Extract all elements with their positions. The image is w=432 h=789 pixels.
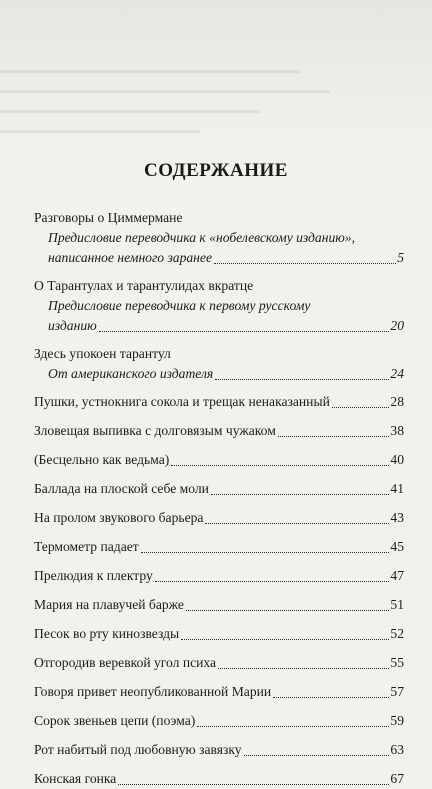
toc-page-number: 59 xyxy=(390,713,404,728)
toc-entry-title: (Бесцельно как ведьма) xyxy=(34,452,170,467)
dot-leader xyxy=(181,638,389,640)
toc-page-number: 57 xyxy=(390,684,404,699)
toc-entry-subtitle: изданию xyxy=(48,318,97,333)
toc-entry[interactable] xyxy=(34,711,404,731)
toc-page-number: 41 xyxy=(390,481,404,496)
toc-page-number: 67 xyxy=(390,771,404,786)
dot-leader xyxy=(141,551,390,553)
toc-page-number: 20 xyxy=(390,318,404,333)
dot-leader xyxy=(211,493,389,495)
dot-leader xyxy=(197,725,389,727)
toc-entry[interactable] xyxy=(34,653,404,673)
bleed-through-line xyxy=(0,90,330,93)
toc-entry-title: Отгородив веревкой угол психа xyxy=(34,655,217,670)
toc-entry-subtitle: написанное немного заранее xyxy=(48,250,212,265)
dot-leader xyxy=(186,609,389,611)
toc-entry-subtitle: От американского издателя xyxy=(48,366,214,381)
dot-leader xyxy=(215,378,389,380)
bleed-through-line xyxy=(0,130,200,133)
toc-entry-title: Говоря привет неопубликованной Марии xyxy=(34,684,272,699)
toc-entry-title: О Тарантулах и тарантулидах вкратце xyxy=(34,278,254,293)
toc-entry[interactable] xyxy=(34,450,404,470)
toc-entry-title: Термометр падает xyxy=(34,539,139,554)
toc-entry-title: Разговоры о Циммермане xyxy=(34,210,183,225)
toc-entry[interactable] xyxy=(34,537,404,557)
toc-page-number: 40 xyxy=(390,452,404,467)
toc-page-number: 38 xyxy=(390,423,404,438)
toc-entry-title: Мария на плавучей барже xyxy=(34,597,184,612)
bleed-through-line xyxy=(0,110,260,113)
toc-entry[interactable] xyxy=(34,595,404,615)
toc-entry-title: Сорок звеньев цепи (поэма) xyxy=(34,713,196,728)
toc-entry-title: Песок во рту кинозвезды xyxy=(34,626,180,641)
dot-leader xyxy=(205,522,389,524)
toc-entry-title: Зловещая выпивка с долговязым чужаком xyxy=(34,423,276,438)
toc-entry[interactable] xyxy=(34,276,404,336)
toc-entry-title: Баллада на плоской себе моли xyxy=(34,481,209,496)
toc-page-number: 52 xyxy=(390,626,404,641)
toc-entry[interactable] xyxy=(34,508,404,528)
toc-page-number: 24 xyxy=(390,366,404,381)
toc-entry-title: Здесь упокоен тарантул xyxy=(34,346,171,361)
toc-entry-title: Рот набитый под любовную завязку xyxy=(34,742,242,757)
toc-entry-title: Конская гонка xyxy=(34,771,117,786)
toc-entry[interactable] xyxy=(34,208,404,268)
toc-page-number: 43 xyxy=(390,510,404,525)
toc-entry[interactable] xyxy=(34,392,404,412)
dot-leader xyxy=(155,580,390,582)
bleed-through-line xyxy=(0,70,300,73)
toc-entry-title: На пролом звукового барьера xyxy=(34,510,204,525)
dot-leader xyxy=(171,464,389,466)
toc-entry[interactable] xyxy=(34,624,404,644)
dot-leader xyxy=(218,667,389,669)
toc-page-number: 63 xyxy=(390,742,404,757)
toc-entry-title: Пушки, устнокнига сокола и трещак ненаказанный xyxy=(34,394,330,409)
toc-page-number: 51 xyxy=(390,597,404,612)
toc-entry[interactable] xyxy=(34,344,404,384)
bleed-through-area xyxy=(0,0,432,150)
toc-page-number: 55 xyxy=(390,655,404,670)
dot-leader xyxy=(273,696,389,698)
toc-heading: СОДЕРЖАНИЕ xyxy=(144,160,288,181)
dot-leader xyxy=(278,435,390,437)
toc-entry[interactable] xyxy=(34,566,404,586)
toc-page-number: 45 xyxy=(390,539,404,554)
dot-leader xyxy=(244,754,390,756)
dot-leader xyxy=(214,262,396,264)
toc-entry[interactable] xyxy=(34,769,404,789)
toc-page-number: 28 xyxy=(390,394,404,409)
toc-page-number: 47 xyxy=(390,568,404,583)
toc-entry-subtitle: Предисловие переводчика к первому русскому xyxy=(48,298,311,313)
toc-entry[interactable] xyxy=(34,421,404,441)
toc-page-number: 5 xyxy=(397,250,404,265)
toc-entry[interactable] xyxy=(34,740,404,760)
toc-entry-title: Прелюдия к плектру xyxy=(34,568,153,583)
table-of-contents xyxy=(34,208,404,789)
dot-leader xyxy=(118,783,389,785)
toc-entry-subtitle: Предисловие переводчика к «нобелевскому изданию», xyxy=(48,230,356,245)
toc-entry[interactable] xyxy=(34,479,404,499)
toc-entry[interactable] xyxy=(34,682,404,702)
dot-leader xyxy=(332,406,390,408)
dot-leader xyxy=(99,330,390,332)
